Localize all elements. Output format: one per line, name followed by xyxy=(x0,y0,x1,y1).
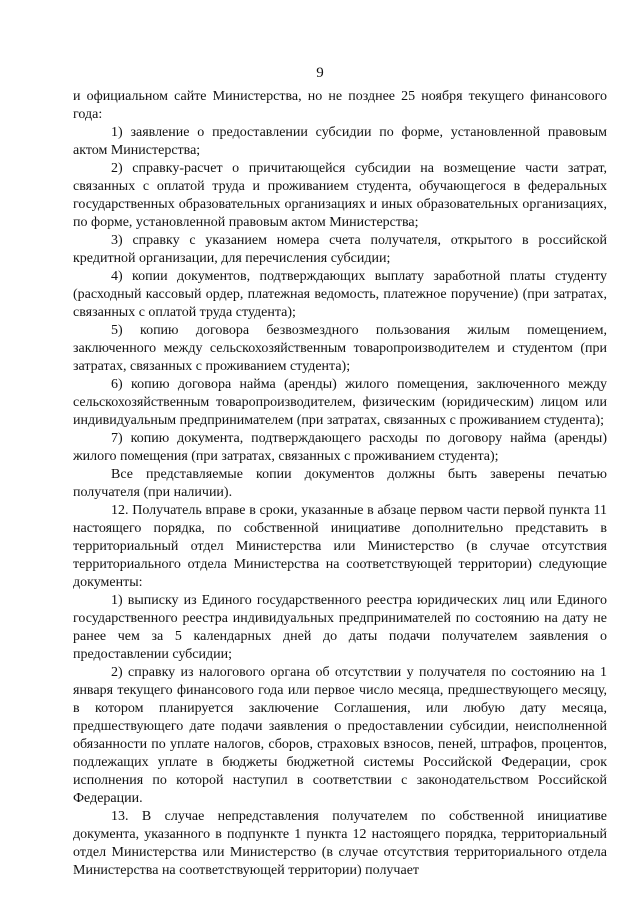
paragraph: 13. В случае непредставления получателем по собственной инициативе документа, указанного в подпункте 1 пункта 12 настоящего порядка, территориальный отдел Министерства или Министерство (в случае отсутствия территориального отдела Министерства на соответствующей территории) получает xyxy=(73,809,607,878)
paragraph: 5) копию договора безвозмездного пользования жилым помещением, заключенного между сельскохозяйственным товаропроизводителем и студентом (при затратах, связанных с проживанием студента); xyxy=(73,323,607,374)
paragraph: 2) справку-расчет о причитающейся субсидии на возмещение части затрат, связанных с оплатой труда и проживанием студента, обучающегося в федеральных государственных образовательных организациях и иных образовательных организациях, по форме, установленной правовым актом Министерства; xyxy=(73,161,607,230)
paragraph: Все представляемые копии документов должны быть заверены печатью получателя (при наличии). xyxy=(73,467,607,500)
paragraph: и официальном сайте Министерства, но не позднее 25 ноября текущего финансового года: xyxy=(73,89,607,122)
document-body xyxy=(73,88,607,880)
paragraph: 12. Получатель вправе в сроки, указанные в абзаце первом части первой пункта 11 настоящего порядка, по собственной инициативе дополнительно представить в территориальный отдел Министерства или Министерство (в случае отсутствия территориального отдела Министерства на соответствующей территории) следующие документы: xyxy=(73,503,607,590)
paragraph: 7) копию документа, подтверждающего расходы по договору найма (аренды) жилого помещения (при затратах, связанных с проживанием студента); xyxy=(73,431,607,464)
paragraph: 3) справку с указанием номера счета получателя, открытого в российской кредитной организации, для перечисления субсидии; xyxy=(73,233,607,266)
paragraph: 1) заявление о предоставлении субсидии по форме, установленной правовым актом Министерства; xyxy=(73,125,607,158)
paragraph: 6) копию договора найма (аренды) жилого помещения, заключенного между сельскохозяйственным товаропроизводителем, физическим (юридическим) лицом или индивидуальным предпринимателем (при затратах, связанных с проживанием студента); xyxy=(73,377,607,428)
paragraph: 2) справку из налогового органа об отсутствии у получателя по состоянию на 1 января текущего финансового года или первое число месяца, предшествующего месяцу, в котором планируется заключение Соглашения, или любую дату месяца, предшествующего дате подачи заявления о предоставлении субсидии, неисполненной обязанности по уплате налогов, сборов, страховых взносов, пеней, штрафов, процентов, подлежащих уплате в бюджеты бюджетной системы Российской Федерации, срок исполнения по которой наступил в соответствии с законодательством Российской Федерации. xyxy=(73,665,607,806)
page-number: 9 xyxy=(316,65,324,81)
paragraph: 1) выписку из Единого государственного реестра юридических лиц или Единого государственного реестра индивидуальных предпринимателей по состоянию на дату не ранее чем за 5 календарных дней до даты подачи получателем заявления о предоставлении субсидии; xyxy=(73,593,607,662)
paragraph: 4) копии документов, подтверждающих выплату заработной платы студенту (расходный кассовый ордер, платежная ведомость, платежное поручение) (при затратах, связанных с оплатой труда студента); xyxy=(73,269,607,320)
